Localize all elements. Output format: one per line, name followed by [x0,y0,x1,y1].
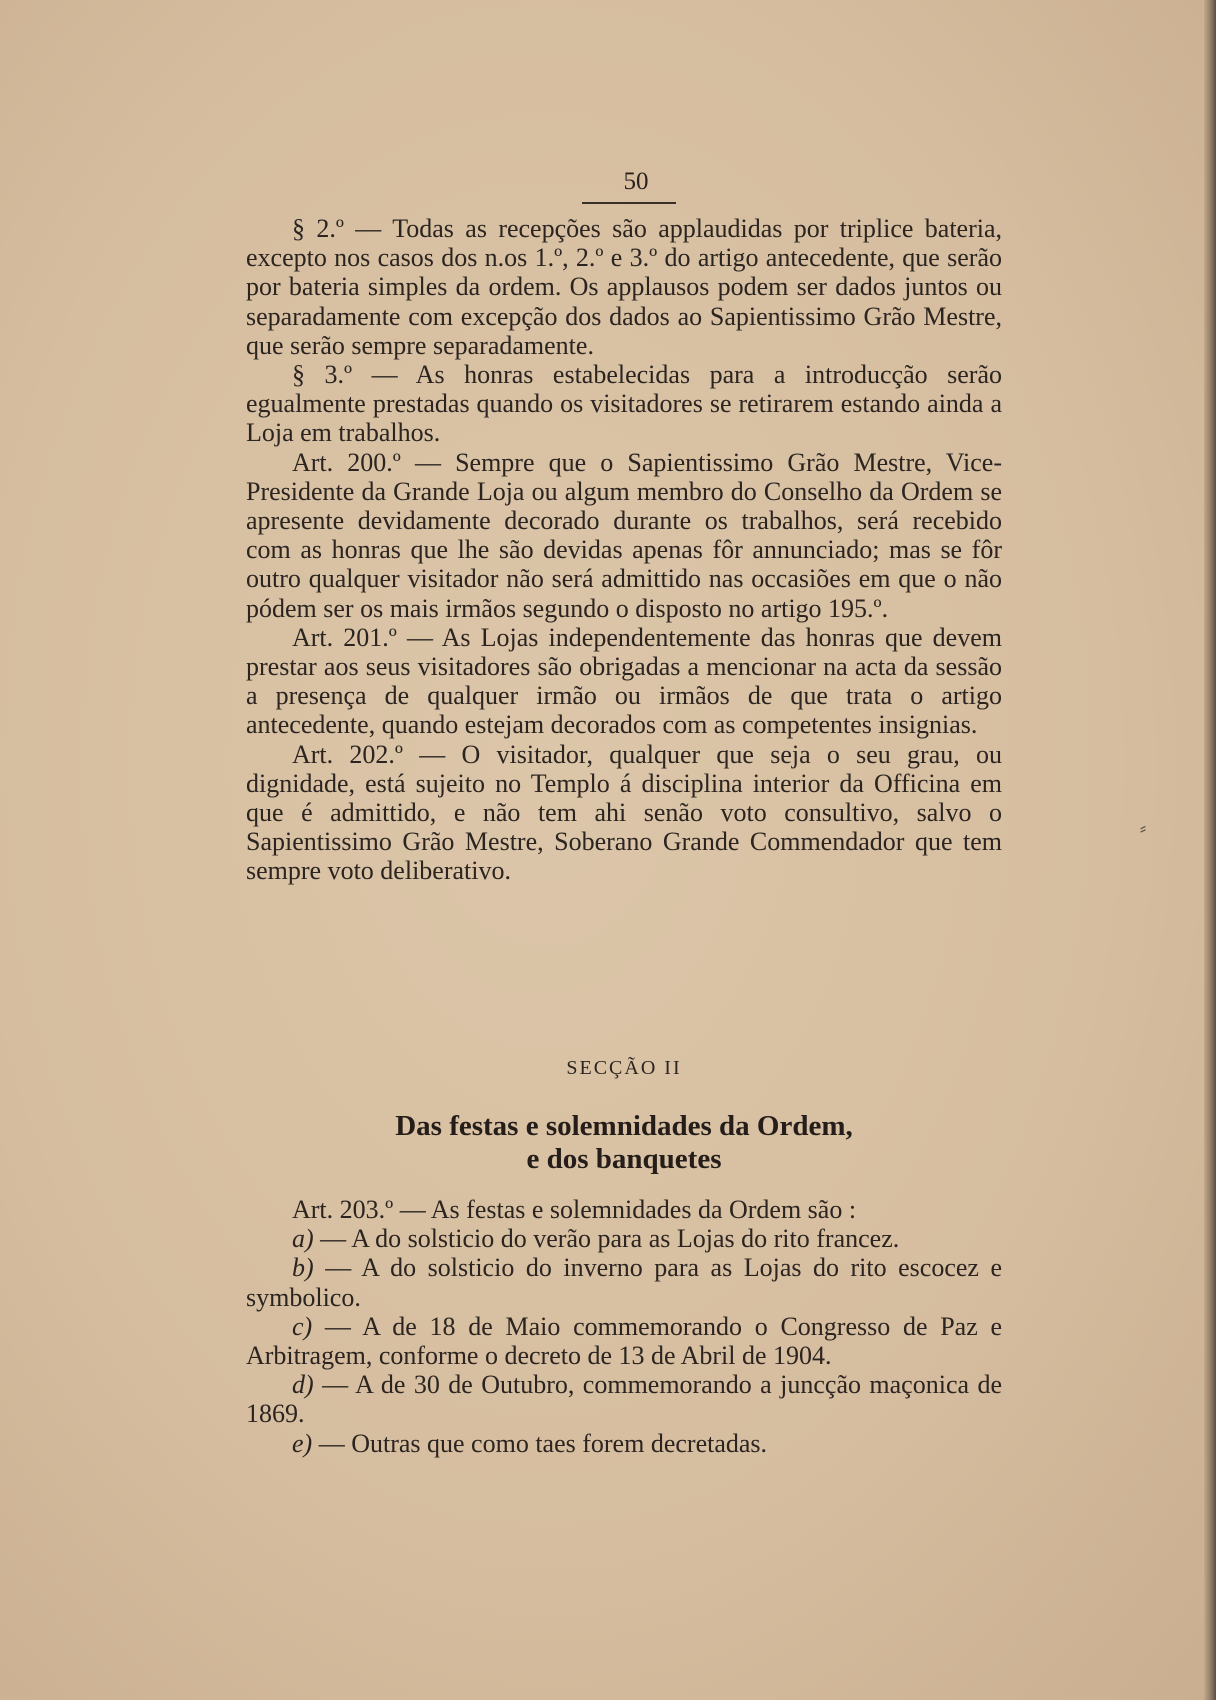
list-item [246,1370,1002,1428]
item-letter: e) [292,1428,313,1458]
section-title [246,1110,1002,1176]
section-title-line-1: Das festas e solemnidades da Ordem, [395,1110,853,1142]
paragraph-section-2: § 2.º — Todas as recepções são applaudidas por triplice bateria, excepto nos casos dos n.os 1.º, 2.º e 3.º do artigo antecedente, que serão por bateria simples da ordem. Os applausos podem ser dados juntos ou separadamente com excepção dos dados ao Sapientissimo Grão Mestre, que serão sempre separadamente. [246,214,1002,360]
paragraph-section-3: § 3.º — As honras estabelecidas para a introducção serão egualmente prestadas quando os visitadores se retirarem estando ainda a Loja em trabalhos. [246,360,1002,448]
paragraph-art-201: Art. 201.º — As Lojas independentemente das honras que devem prestar aos seus visitadores são obrigadas a mencionar na acta da sessão a presença de qualquer irmão ou irmãos de que trata o artigo antecedente, quando estejam decorados com as competentes insignias. [246,622,1002,740]
item-letter: c) [292,1311,313,1341]
item-text: — A do solsticio do verão para as Lojas do rito francez. [313,1224,900,1254]
item-letter: d) [292,1370,314,1400]
section-title-line-2: e dos banquetes [526,1143,722,1175]
item-text: — Outras que como taes forem decretadas. [312,1428,768,1458]
article-203-intro: Art. 203.º — As festas e solemnidades da Ordem são : [292,1195,857,1224]
page-edge [1204,0,1216,1700]
item-text: — A de 30 de Outubro, commemorando a juncção maçonica de 1869. [246,1370,1002,1429]
section-label: SECÇÃO II [566,1057,682,1079]
body-text [246,214,1002,886]
article-203 [246,1195,1002,1458]
list-item [246,1312,1002,1370]
item-text: — A do solsticio do inverno para as Lojas do rito escocez e symbolico. [246,1253,1002,1312]
paragraph-art-202: Art. 202.º — O visitador, qualquer que seja o seu grau, ou dignidade, está sujeito no Templo á disciplina interior da Officina em que é admittido, e não tem ahi senão voto consultivo, salvo o Sapientissimo Grão Mestre, Soberano Grande Commendador que tem sempre voto deliberativo. [246,739,1002,886]
page-number-rule [582,202,676,204]
item-letter: a) [292,1224,314,1254]
list-item [246,1429,1002,1458]
item-letter: b) [292,1253,314,1283]
paragraph-art-200: Art. 200.º — Sempre que o Sapientissimo Grão Mestre, Vice-Presidente da Grande Loja ou algum membro do Conselho da Ordem se apresente devidamente decorado durante os trabalhos, será recebido com as honras que lhe são devidas apenas fôr annunciado; mas se fôr outro qualquer visitador não será admittido nas occasiões em que o não pódem ser os mais irmãos segundo o disposto no artigo 195.º. [246,447,1002,623]
margin-mark-icon: ⸗ [1140,818,1146,839]
list-item [246,1253,1002,1311]
item-text: — A de 18 de Maio commemorando o Congresso de Paz e Arbitragem, conforme o decreto de 13 de Abril de 1904. [246,1311,1002,1371]
page-number: 50 [623,168,649,195]
list-item [246,1224,1002,1253]
